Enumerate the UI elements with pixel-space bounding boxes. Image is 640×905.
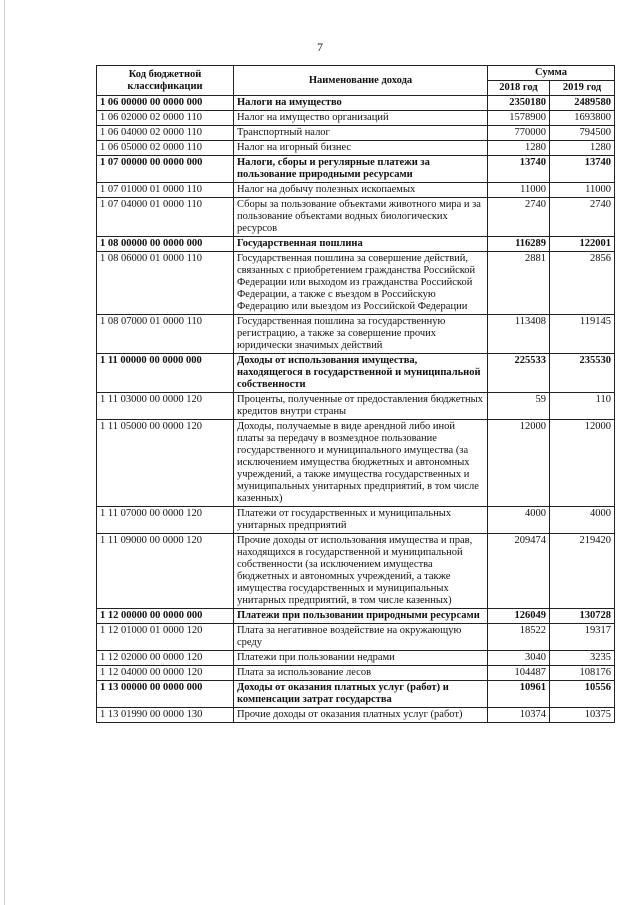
cell-name: Доходы от использования имущества, находящегося в государственной и муниципальной собственности [234, 354, 488, 393]
cell-amount-2018: 3040 [488, 651, 550, 666]
cell-amount-2019: 122001 [550, 237, 615, 252]
table-row [97, 666, 615, 681]
table-row [97, 183, 615, 198]
cell-name: Платежи при пользовании недрами [234, 651, 488, 666]
cell-amount-2018: 2740 [488, 198, 550, 237]
cell-amount-2019: 108176 [550, 666, 615, 681]
table-row [97, 624, 615, 651]
cell-amount-2019: 10375 [550, 708, 615, 723]
cell-amount-2019: 794500 [550, 126, 615, 141]
cell-amount-2019: 1280 [550, 141, 615, 156]
table-row [97, 237, 615, 252]
cell-code: 1 11 03000 00 0000 120 [97, 393, 234, 420]
cell-amount-2019: 110 [550, 393, 615, 420]
cell-code: 1 08 07000 01 0000 110 [97, 315, 234, 354]
cell-amount-2018: 126049 [488, 609, 550, 624]
cell-amount-2019: 1693800 [550, 111, 615, 126]
cell-amount-2018: 4000 [488, 507, 550, 534]
cell-amount-2019: 2856 [550, 252, 615, 315]
cell-amount-2018: 209474 [488, 534, 550, 609]
cell-amount-2019: 3235 [550, 651, 615, 666]
cell-name: Платежи при пользовании природными ресурсами [234, 609, 488, 624]
cell-code: 1 06 04000 02 0000 110 [97, 126, 234, 141]
cell-amount-2019: 2740 [550, 198, 615, 237]
cell-amount-2019: 12000 [550, 420, 615, 507]
cell-amount-2018: 10374 [488, 708, 550, 723]
cell-code: 1 13 01990 00 0000 130 [97, 708, 234, 723]
table-row [97, 354, 615, 393]
cell-name: Государственная пошлина за совершение действий, связанных с приобретением гражданства Российской Федерации или выходом из гражданства Российской Федерации, а также с въездом в Российскую Федерацию или выездом из Российской Федерации [234, 252, 488, 315]
cell-code: 1 06 05000 02 0000 110 [97, 141, 234, 156]
table-row [97, 507, 615, 534]
cell-name: Проценты, полученные от предоставления бюджетных кредитов внутри страны [234, 393, 488, 420]
cell-amount-2018: 11000 [488, 183, 550, 198]
cell-code: 1 12 02000 00 0000 120 [97, 651, 234, 666]
cell-amount-2019: 235530 [550, 354, 615, 393]
table-row [97, 681, 615, 708]
cell-code: 1 11 05000 00 0000 120 [97, 420, 234, 507]
cell-name: Платежи от государственных и муниципальных унитарных предприятий [234, 507, 488, 534]
cell-amount-2018: 1280 [488, 141, 550, 156]
scan-margin-line [4, 0, 5, 905]
cell-amount-2018: 18522 [488, 624, 550, 651]
header-code: Код бюджетной классификации [97, 66, 234, 96]
cell-code: 1 08 06000 01 0000 110 [97, 252, 234, 315]
table-row [97, 420, 615, 507]
cell-amount-2018: 13740 [488, 156, 550, 183]
table-row [97, 708, 615, 723]
cell-name: Транспортный налог [234, 126, 488, 141]
table-row [97, 126, 615, 141]
cell-name: Плата за использование лесов [234, 666, 488, 681]
cell-name: Налоги, сборы и регулярные платежи за пользование природными ресурсами [234, 156, 488, 183]
cell-code: 1 07 00000 00 0000 000 [97, 156, 234, 183]
cell-name: Налоги на имущество [234, 96, 488, 111]
table-row [97, 96, 615, 111]
cell-code: 1 12 04000 00 0000 120 [97, 666, 234, 681]
table-row [97, 141, 615, 156]
cell-name: Плата за негативное воздействие на окружающую среду [234, 624, 488, 651]
cell-name: Сборы за пользование объектами животного мира и за пользование объектами водных биологических ресурсов [234, 198, 488, 237]
cell-amount-2018: 10961 [488, 681, 550, 708]
table-row [97, 651, 615, 666]
cell-amount-2018: 2350180 [488, 96, 550, 111]
cell-amount-2018: 104487 [488, 666, 550, 681]
table-row [97, 534, 615, 609]
header-year-2019: 2019 год [550, 81, 615, 96]
cell-name: Налог на добычу полезных ископаемых [234, 183, 488, 198]
cell-amount-2018: 770000 [488, 126, 550, 141]
cell-amount-2018: 225533 [488, 354, 550, 393]
cell-amount-2018: 116289 [488, 237, 550, 252]
revenue-table [96, 65, 615, 723]
cell-code: 1 07 04000 01 0000 110 [97, 198, 234, 237]
cell-name: Налог на игорный бизнес [234, 141, 488, 156]
cell-amount-2019: 130728 [550, 609, 615, 624]
header-year-2018: 2018 год [488, 81, 550, 96]
cell-code: 1 11 00000 00 0000 000 [97, 354, 234, 393]
cell-name: Государственная пошлина [234, 237, 488, 252]
cell-amount-2019: 4000 [550, 507, 615, 534]
table-row [97, 198, 615, 237]
cell-amount-2019: 2489580 [550, 96, 615, 111]
cell-code: 1 07 01000 01 0000 110 [97, 183, 234, 198]
table-row [97, 252, 615, 315]
cell-amount-2018: 12000 [488, 420, 550, 507]
cell-amount-2018: 2881 [488, 252, 550, 315]
cell-name: Прочие доходы от использования имущества и прав, находящихся в государственной и муниципальной собственности (за исключением имущества бюджетных и автономных учреждений, а также имущества государственных и муниципальных унитарных предприятий, в том числе казенных) [234, 534, 488, 609]
cell-amount-2019: 19317 [550, 624, 615, 651]
cell-name: Доходы, получаемые в виде арендной либо иной платы за передачу в возмездное пользование государственного и муниципального имущества (за исключением имущества бюджетных и автономных учреждений, а также имущества государственных и муниципальных унитарных предприятий, в том числе казенных) [234, 420, 488, 507]
cell-code: 1 08 00000 00 0000 000 [97, 237, 234, 252]
cell-code: 1 12 01000 01 0000 120 [97, 624, 234, 651]
cell-code: 1 11 09000 00 0000 120 [97, 534, 234, 609]
cell-amount-2019: 10556 [550, 681, 615, 708]
table-body [97, 96, 615, 723]
page-number: 7 [317, 40, 323, 54]
cell-amount-2019: 13740 [550, 156, 615, 183]
table-row [97, 609, 615, 624]
cell-code: 1 11 07000 00 0000 120 [97, 507, 234, 534]
table-row [97, 315, 615, 354]
table-row [97, 111, 615, 126]
cell-amount-2018: 1578900 [488, 111, 550, 126]
cell-name: Налог на имущество организаций [234, 111, 488, 126]
cell-amount-2019: 219420 [550, 534, 615, 609]
cell-amount-2019: 11000 [550, 183, 615, 198]
cell-amount-2018: 59 [488, 393, 550, 420]
cell-code: 1 06 00000 00 0000 000 [97, 96, 234, 111]
cell-name: Государственная пошлина за государственную регистрацию, а также за совершение прочих юридически значимых действий [234, 315, 488, 354]
header-sum: Сумма [488, 66, 615, 81]
header-name: Наименование дохода [234, 66, 488, 96]
cell-code: 1 12 00000 00 0000 000 [97, 609, 234, 624]
table-row [97, 393, 615, 420]
cell-amount-2019: 119145 [550, 315, 615, 354]
cell-code: 1 06 02000 02 0000 110 [97, 111, 234, 126]
cell-name: Прочие доходы от оказания платных услуг (работ) [234, 708, 488, 723]
cell-name: Доходы от оказания платных услуг (работ) и компенсации затрат государства [234, 681, 488, 708]
table-row [97, 156, 615, 183]
cell-code: 1 13 00000 00 0000 000 [97, 681, 234, 708]
cell-amount-2018: 113408 [488, 315, 550, 354]
